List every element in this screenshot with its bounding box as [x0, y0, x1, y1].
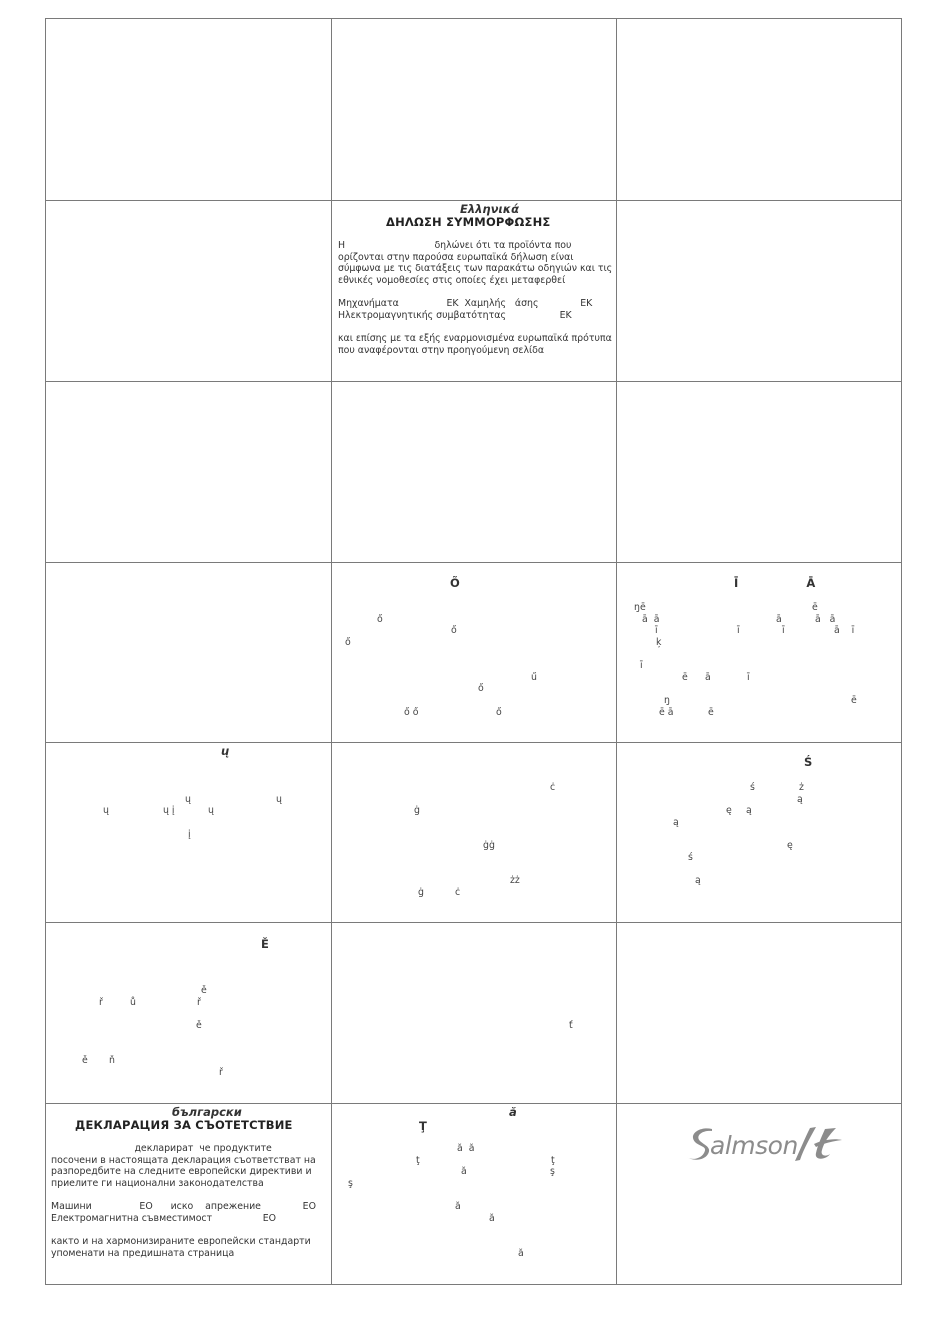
- glyph: ű: [531, 672, 537, 683]
- glyph: ī: [782, 625, 785, 636]
- glyph: ā ā: [815, 614, 836, 625]
- text-line: посочени в настоящата декларация съответстват на: [51, 1154, 316, 1166]
- text-line: приелите ги национални законодателства: [51, 1178, 264, 1190]
- text-line: Електромагнитна съвместимост ЕО: [51, 1212, 277, 1224]
- grid-column-divider: [616, 18, 617, 1285]
- glyph: ų: [208, 805, 214, 816]
- czech-title: Ě: [261, 937, 269, 951]
- glyph: ī: [747, 672, 750, 683]
- text-line: εθνικές νομοθεσίες στις οποίες έχει μεταφερθεί: [338, 275, 566, 287]
- glyph: ă: [461, 1166, 467, 1177]
- glyph: ġġ: [483, 840, 495, 851]
- glyph: ă: [455, 1201, 461, 1212]
- glyph: ē: [682, 672, 688, 683]
- lithuanian-title: ų: [221, 744, 230, 758]
- grid-row-divider: [45, 562, 902, 563]
- glyph: ġ: [414, 805, 420, 816]
- text-line: както и на хармонизираните европейски стандарти: [51, 1236, 311, 1247]
- bulgarian-language-label: български: [172, 1105, 242, 1119]
- glyph: ř: [219, 1067, 223, 1078]
- glyph: ą: [797, 794, 803, 805]
- glyph: ő: [496, 707, 502, 718]
- glyph: ų į: [163, 805, 175, 816]
- text-line: Η δηλώνει ότι τα προϊόντα που: [338, 240, 572, 251]
- glyph: ň: [109, 1055, 115, 1066]
- text-line: декларират че продуктите: [51, 1143, 272, 1154]
- glyph: ě: [201, 985, 207, 996]
- glyph: ő: [478, 683, 484, 694]
- glyph: ē ā: [659, 707, 674, 718]
- glyph: ő: [345, 637, 351, 648]
- bulgarian-paragraph-1: [51, 1143, 316, 1190]
- text-line: και επίσης με τα εξής εναρμονισμένα ευρωπαϊκά πρότυπα: [338, 333, 612, 344]
- grid-column-divider: [331, 18, 332, 1285]
- glyph: ă ă: [457, 1143, 475, 1154]
- glyph: ā ā: [642, 614, 660, 625]
- text-line: ορίζονται στην παρούσα ευρωπαϊκά δήλωση είναι: [338, 251, 574, 263]
- glyph: ī: [640, 660, 643, 671]
- glyph: ī: [655, 625, 658, 636]
- glyph: ě: [82, 1055, 88, 1066]
- glyph: ē: [812, 602, 818, 613]
- glyph: ů: [130, 997, 136, 1008]
- brand-wordmark: almson: [710, 1131, 798, 1160]
- bulgarian-paragraph-2: [51, 1201, 316, 1224]
- glyph: ş: [348, 1178, 353, 1189]
- glyph: ř: [99, 997, 103, 1008]
- glyph: ī: [737, 625, 740, 636]
- glyph: ă: [489, 1213, 495, 1224]
- glyph: ų: [185, 794, 191, 805]
- glyph: ā ī: [834, 625, 855, 636]
- glyph: ē: [708, 707, 714, 718]
- glyph: ă: [518, 1248, 524, 1259]
- greek-declaration-title: ΔΗΛΩΣΗ ΣΥΜΜΟΡΦΩΣΗΣ: [386, 215, 551, 229]
- grid-row-divider: [45, 1103, 902, 1104]
- greek-paragraph-2: [338, 298, 592, 321]
- glyph: ā: [776, 614, 782, 625]
- glyph: ś: [688, 852, 693, 863]
- glyph: ċ: [455, 887, 461, 898]
- greek-paragraph-3: [338, 333, 612, 356]
- glyph: ċ: [550, 782, 556, 793]
- greek-language-label: Ελληνικά: [460, 202, 519, 216]
- glyph: ų: [103, 805, 109, 816]
- latvian-title: Ī Ā: [734, 576, 816, 590]
- romanian-title: Ţ: [419, 1119, 427, 1133]
- glyph: ţ: [551, 1155, 555, 1166]
- text-line: σύμφωνα με τις διατάξεις των παρακάτω οδηγιών και τις: [338, 263, 613, 275]
- romanian-language-label: ă: [509, 1105, 517, 1119]
- glyph: ŋē: [634, 602, 646, 613]
- text-line: Машини ЕО иско апрежение ЕО: [51, 1201, 316, 1212]
- glyph: żż: [510, 875, 520, 886]
- glyph: ē: [851, 695, 857, 706]
- glyph: ą: [673, 817, 679, 828]
- glyph: ě: [196, 1020, 202, 1031]
- grid-row-divider: [45, 922, 902, 923]
- text-line: που αναφέρονται στην προηγούμενη σελίδα: [338, 344, 545, 356]
- text-line: Ηλεκτρομαγνητικής συμβατότητας ΕΚ: [338, 309, 572, 321]
- greek-paragraph-1: [338, 240, 612, 287]
- salmson-logo: [686, 1120, 846, 1166]
- glyph: ā: [705, 672, 711, 683]
- glyph: ő: [377, 614, 383, 625]
- glyph: ę: [787, 840, 793, 851]
- glyph: ő ő: [404, 707, 419, 718]
- grid-row-divider: [45, 742, 902, 743]
- glyph: ų: [276, 794, 282, 805]
- glyph: ġ: [418, 887, 424, 898]
- glyph: ť: [569, 1020, 573, 1031]
- estonian-title: Õ: [450, 576, 460, 590]
- glyph: į: [188, 829, 191, 840]
- glyph: ő: [451, 625, 457, 636]
- glyph: ţ: [416, 1155, 420, 1166]
- text-line: разпоредбите на следните европейски директиви и: [51, 1166, 312, 1178]
- glyph: ŋ: [664, 695, 670, 706]
- polish-title: Ś: [804, 755, 813, 769]
- glyph: ś: [750, 782, 755, 793]
- glyph: ą: [746, 805, 752, 816]
- grid-row-divider: [45, 381, 902, 382]
- bulgarian-declaration-title: ДЕКЛАРАЦИЯ ЗА СЪОТЕТСТВИЕ: [75, 1118, 293, 1132]
- glyph: ş: [550, 1166, 555, 1177]
- glyph: ř: [197, 997, 201, 1008]
- text-line: упоменати на предишната страница: [51, 1247, 235, 1259]
- bulgarian-paragraph-3: [51, 1236, 311, 1259]
- grid-row-divider: [45, 200, 902, 201]
- glyph: ż: [799, 782, 804, 793]
- glyph: ą: [695, 875, 701, 886]
- glyph: ķ: [656, 637, 662, 648]
- glyph: ę: [726, 805, 732, 816]
- text-line: Μηχανήματα ΕΚ Χαμηλής άσης ΕΚ: [338, 298, 593, 309]
